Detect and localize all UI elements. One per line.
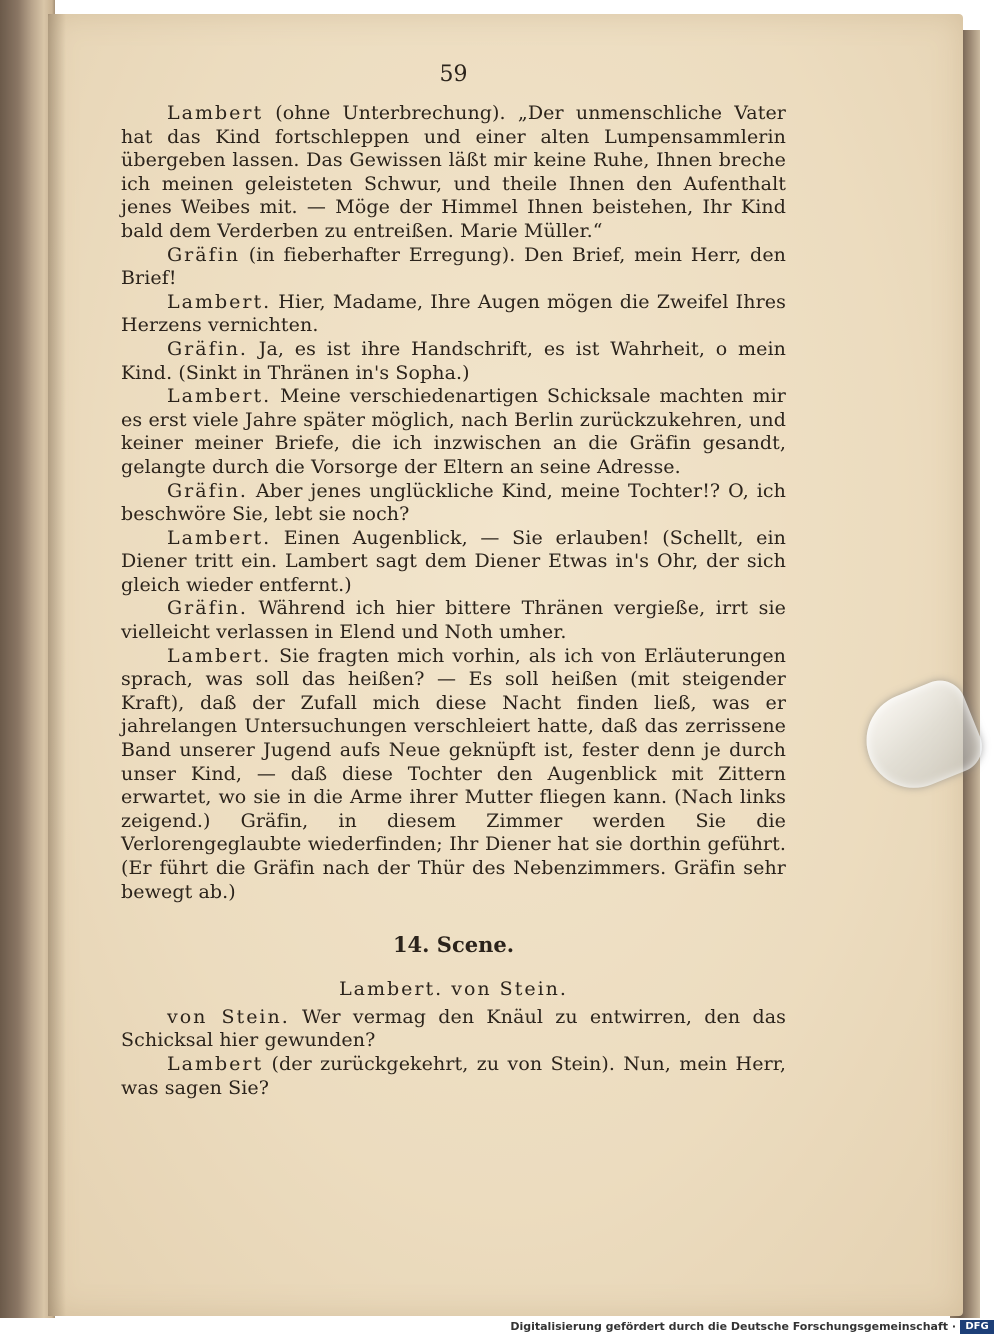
paragraph-text: Ja, es ist ihre Handschrift, es ist Wahrheit, o mein Kind. (Sinkt in Thränen in's Sopha.) (121, 337, 786, 384)
paragraph-text: Aber jenes unglückliche Kind, meine Tochter!? O, ich beschwöre Sie, lebt sie noch? (121, 479, 786, 526)
paragraph-text: Während ich hier bittere Thränen vergieße, irrt sie vielleicht verlassen in Elend und Noth umher. (121, 597, 786, 644)
speaker-name: Gräfin (167, 243, 240, 266)
page-number: 59 (439, 62, 468, 87)
speaker-name: Lambert (167, 102, 264, 124)
speaker-name: Lambert (167, 1052, 264, 1075)
paragraph-text: (in fieberhafter Erregung). Den Brief, mein Herr, den Brief! (121, 243, 786, 290)
paragraph-text: Meine verschiedenartigen Schicksale machten mir es erst viele Jahre später möglich, nach Berlin zurückzukehren, und keiner meiner Briefe, die ich inzwischen an die Gräfin gesandt, gelangte durch die Vorsorge der Eltern an seine Adresse. (121, 385, 786, 478)
paragraph (121, 102, 786, 244)
paragraph (121, 480, 786, 527)
paragraph (121, 597, 786, 644)
spine-shadow (48, 14, 66, 1316)
speaker-name: Lambert. (167, 644, 272, 667)
paragraph (121, 1006, 786, 1053)
footer-bar (0, 1318, 1000, 1338)
scene-persons: Lambert. von Stein. (339, 978, 568, 1001)
paragraph (121, 385, 786, 479)
paragraph-text: Hier, Madame, Ihre Augen mögen die Zweifel Ihres Herzens vernichten. (121, 290, 786, 337)
paragraph-text: (ohne Unterbrechung). „Der unmenschliche Vater hat das Kind fortschleppen und einer alten Lumpensammlerin übergeben lassen. Das Gewissen läßt mir keine Ruhe, Ihnen breche ich meinen geleisteten Schwur, und theile Ihnen den Aufenthalt jenes Weibes mit. — Möge der Himmel Ihnen beistehen, Ihr Kind bald dem Verderben zu entreißen. Marie Müller.“ (121, 102, 786, 242)
dfg-logo: DFG (960, 1320, 994, 1334)
paragraph (121, 1053, 786, 1100)
speaker-name: Lambert. (167, 526, 272, 549)
paragraph (121, 527, 786, 598)
speaker-name: Lambert. (167, 385, 272, 408)
paragraph-text: Einen Augenblick, — Sie erlauben! (Schellt, ein Diener tritt ein. Lambert sagt dem Diener Etwas in's Ohr, der sich gleich wieder entfernt.) (121, 526, 786, 596)
speaker-name: Gräfin. (167, 337, 248, 360)
paragraph-text: (der zurückgekehrt, zu von Stein). Nun, mein Herr, was sagen Sie? (121, 1052, 786, 1099)
speaker-name: Lambert. (167, 290, 272, 313)
speaker-name: Gräfin. (167, 479, 248, 502)
speaker-name: von Stein. (167, 1005, 290, 1028)
paragraph (121, 244, 786, 291)
speaker-name: Gräfin. (167, 597, 248, 620)
paragraph (121, 338, 786, 385)
paragraph-text: Wer vermag den Knäul zu entwirren, den das Schicksal hier gewunden? (121, 1005, 786, 1052)
left-page-edge (0, 0, 55, 1318)
paragraph (121, 645, 786, 905)
paragraph-text: Sie fragten mich vorhin, als ich von Erläuterungen sprach, was soll das heißen? — Es soll heißen (mit steigender Kraft), daß der Zufall mich diese Nacht finden ließ, was er jahrelangen Untersuchungen verschleiert hatte, daß das zerrissene Band unserer Jugend aufs Neue geknüpft ist, fester denn je durch unser Kind, — daß diese Tochter den Augenblick mit Zittern erwartet, wo sie in die Arme ihrer Mutter fliegen kann. (Nach links zeigend.) Gräfin, in diesem Zimmer werden Sie die Verlorengeglaubte wiederfinden; Ihr Diener hat sie dorthin geführt. (Er führt die Gräfin nach der Thür des Nebenzimmers. Gräfin sehr bewegt ab.) (121, 644, 786, 903)
paragraph (121, 291, 786, 338)
digitization-credit: Digitalisierung gefördert durch die Deutsche Forschungsgemeinschaft · (510, 1320, 956, 1333)
scene-heading: 14. Scene. (392, 932, 515, 958)
page-text (121, 60, 786, 1100)
